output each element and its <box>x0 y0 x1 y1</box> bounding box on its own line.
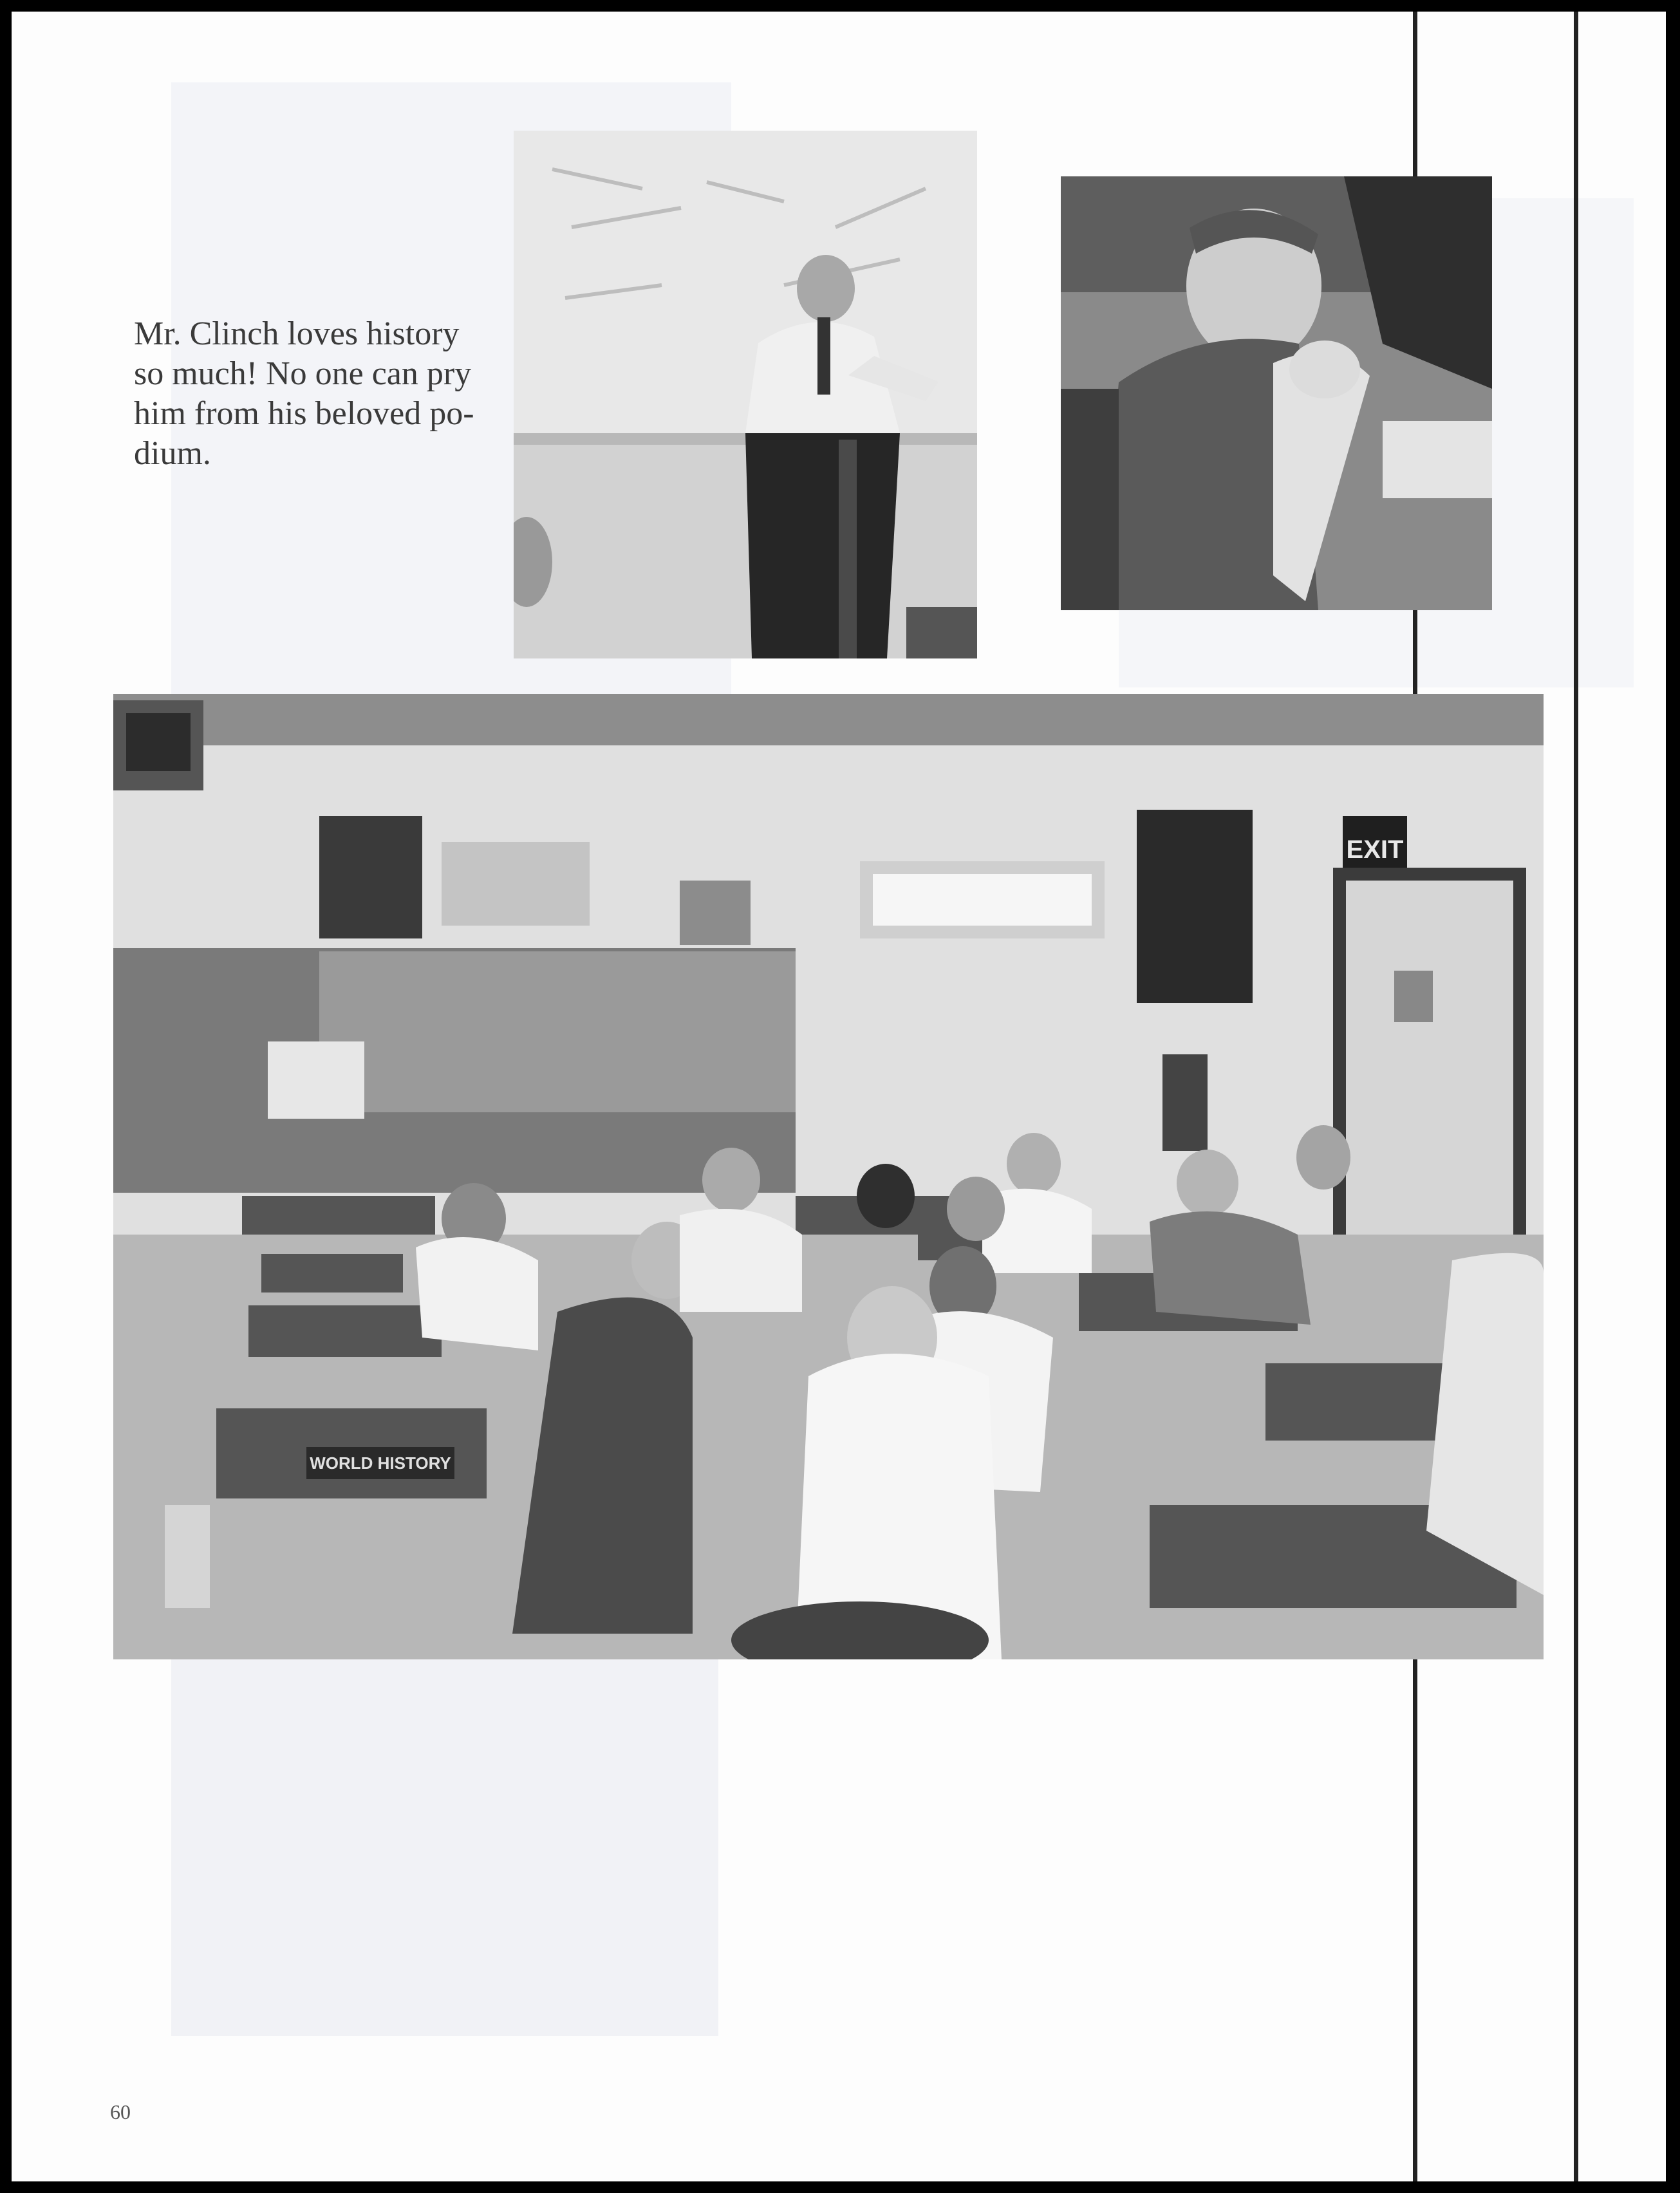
caption-line-3: him from his beloved po- <box>134 395 474 432</box>
teacher-podium-photo <box>514 131 977 658</box>
caption-line-4: dium. <box>134 435 211 472</box>
caption-line-2: so much! No one can pry <box>134 355 472 392</box>
photo-caption <box>134 314 520 474</box>
vertical-rule-right <box>1574 12 1578 2181</box>
student-photo-graphic <box>1061 176 1492 610</box>
classroom-photo-graphic <box>113 694 1544 1659</box>
page-number: 60 <box>110 2100 131 2123</box>
exit-sign-text: EXIT <box>1346 835 1404 864</box>
book-title-text: WORLD HISTORY <box>310 1453 451 1473</box>
background-tint-bottom <box>171 1656 718 2036</box>
caption-line-1: Mr. Clinch loves history <box>134 315 460 352</box>
student-closeup-photo <box>1061 176 1492 610</box>
yearbook-page <box>12 12 1666 2181</box>
movie-poster <box>1137 810 1253 1003</box>
teacher-photo-graphic <box>514 131 977 658</box>
classroom-photo <box>113 694 1544 1659</box>
